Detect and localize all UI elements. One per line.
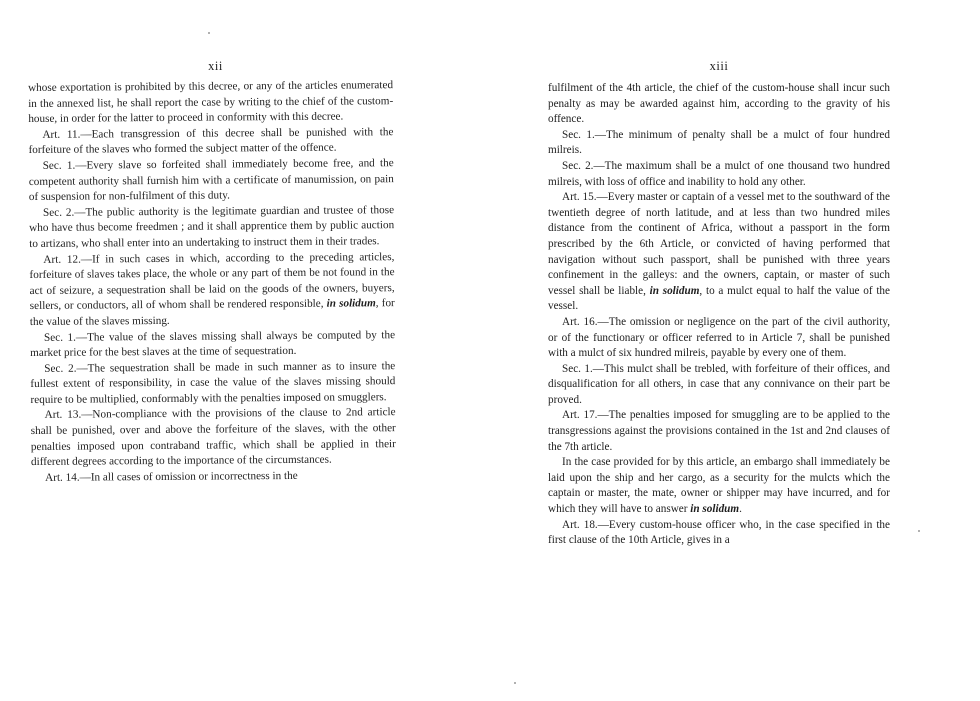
paragraph: whose exportation is prohibited by this decree, or any of the articles enumerated in the annexed list, he shall report the case by writing to the chief of the custom-house, in order for the latter to proceed in conformity with this decree. — [28, 79, 394, 126]
paragraph: fulfilment of the 4th article, the chief of the custom-house shall incur such penalty as may be awarded against him, according to the gravity of his offence. — [548, 82, 890, 126]
right-page — [548, 0, 890, 701]
scan-speck — [514, 682, 516, 684]
paragraph: Art. 11.—Each transgression of this decree shall be punished with the forfeiture of the slaves who formed the subject matter of the offence. — [28, 125, 394, 157]
left-page-text — [28, 78, 396, 486]
paragraph: Art. 14.—In all cases of omission or incorrectness in the — [45, 469, 298, 484]
paragraph: Sec. 2.—The sequestration shall be made in such manner as to insure the fullest extent of responsibility, in case the value of the slaves missing should require to be multiplied, conformably with the penalties imposed on smugglers. — [30, 359, 396, 406]
paragraph: Sec. 1.—This mulct shall be trebled, with forfeiture of their offices, and disqualification for all others, in case that any connivance on their part be proved. — [548, 362, 890, 406]
page-number-right: xiii — [709, 59, 729, 73]
page-number-left: xii — [208, 59, 223, 73]
scan-speck — [918, 530, 920, 532]
paragraph: Art. 15.—Every master or captain of a vessel met to the southward of the twentieth degree of north latitude, and at less than two hundred miles distance from the continent of Africa, without a passport in the form prescribed by the 6th Article, or convicted of having performed that navigation without such passport, shall be punished with three years confinement in the galleys: and the owners, captain, or master of such vessel shall be liable, in solidum, to a mulct equal to half the value of the vessel. — [548, 191, 890, 313]
paragraph: Sec. 1.—The value of the slaves missing shall always be computed by the market price for the best slaves at the time of sequestration. — [30, 328, 396, 360]
paragraph: Sec. 2.—The public authority is the legitimate guardian and trustee of those who have thus become freedmen ; and it shall apprentice them by public auction to artizans, who shall enter into an undertaking to instruct them in their trades. — [29, 203, 395, 250]
paragraph: Art. 17.—The penalties imposed for smuggling are to be applied to the transgressions against the provisions contained in the 1st and 2nd clauses of the 7th article. — [548, 409, 890, 453]
right-page-text — [548, 81, 890, 549]
scan-speck — [208, 32, 210, 34]
paragraph: Art. 13.—Non-compliance with the provisions of the clause to 2nd article shall be punished, over and above the forfeiture of the slaves, with the other penalties imposed upon contraband traffic, which shall be applied in their different degrees according to the importance of the circumstances. — [30, 406, 396, 469]
paragraph: Art. 16.—The omission or negligence on the part of the civil authority, or of the functionary or officer referred to in Article 7, shall be punished with a mulct of six hundred milreis, payable by every one of them. — [548, 315, 890, 360]
paragraph: Sec. 1.—Every slave so forfeited shall immediately become free, and the competent authority shall furnish him with a certificate of manumission, on pain of suspension for non-fulfilment of this duty. — [28, 157, 394, 204]
paragraph: Art. 18.—Every custom-house officer who, in the case specified in the first clause of the 10th Article, gives in a — [548, 518, 890, 547]
paragraph: In the case provided for by this article, an embargo shall immediately be laid upon the ship and her cargo, as a security for the mulcts which the captain or master, the mate, owner or shipper may have incurred, and for which they will have to answer in solidum. — [548, 456, 890, 516]
paragraph: Sec. 2.—The maximum shall be a mulct of one thousand two hundred milreis, with loss of office and inability to hold any other. — [548, 159, 890, 188]
paragraph: Art. 12.—If in such cases in which, according to the preceding articles, forfeiture of slaves takes place, the whole or any part of them be not found in the act of seizure, a sequestration shall be laid on the goods of the owners, buyers, sellers, or conductors, all of whom shall be rendered responsible, in solidum, for the value of the slaves missing. — [29, 250, 395, 328]
left-page — [28, 0, 396, 701]
paragraph: Sec. 1.—The minimum of penalty shall be a mulct of four hundred milreis. — [548, 128, 890, 157]
